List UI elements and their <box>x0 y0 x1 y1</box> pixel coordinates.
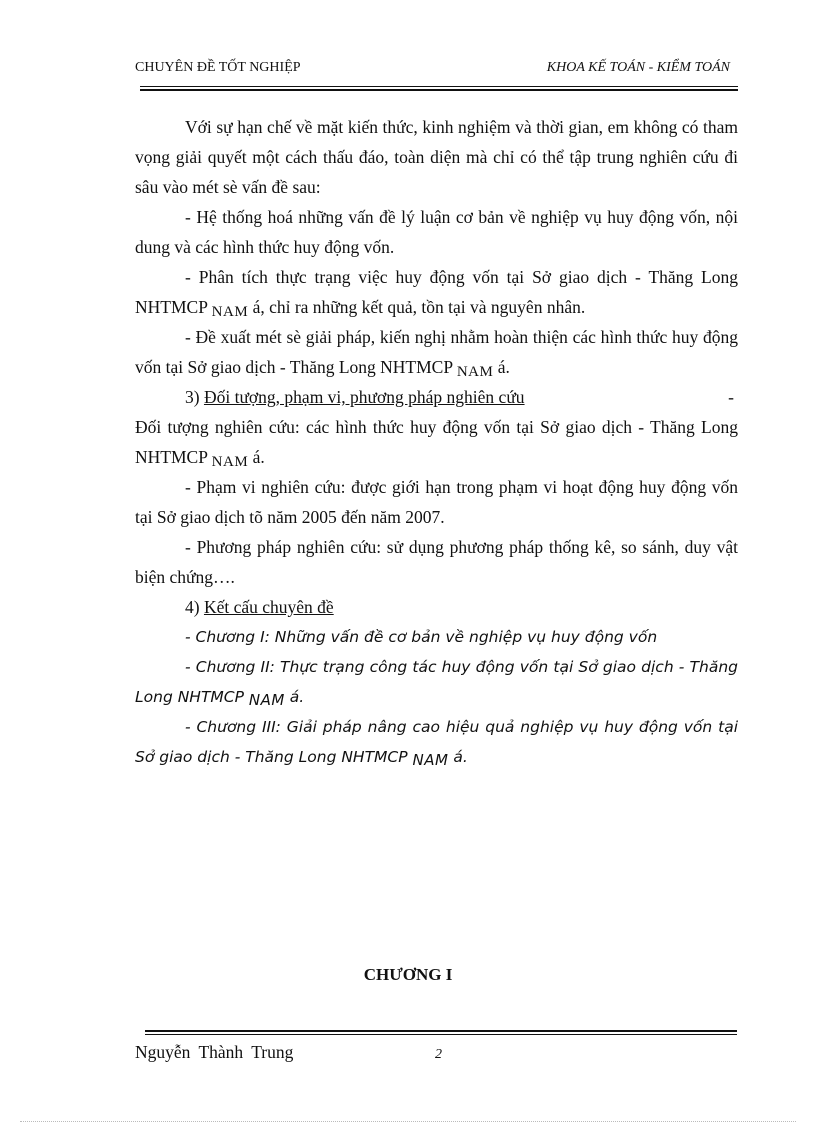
nam-text: NAM <box>211 304 249 320</box>
paragraph-scope <box>135 472 738 532</box>
paragraph-item-proposal <box>135 322 738 384</box>
header-rule-thin <box>140 86 738 87</box>
chapter-2-line <box>135 652 738 712</box>
method-text: - Phương pháp nghiên cứu: sử dụng phương pháp thống kê, so sánh, duy vật biện chứng…. <box>135 537 738 587</box>
chapter-3-text: - Chương III: Giải pháp nâng cao hiệu quả nghiệp vụ huy động vốn tại Sở giao dịch - Thăng Long NHTMCP <box>135 718 738 766</box>
nam-text: NAM <box>412 751 449 769</box>
item-analysis-end: á, chỉ ra những kết quả, tồn tại và nguyên nhân. <box>248 297 586 317</box>
paragraph-intro <box>135 112 738 202</box>
section-4-title: Kết cấu chuyên đề <box>203 597 334 617</box>
page-bottom-dotted-border <box>20 1121 796 1122</box>
item-analysis-text: - Phân tích thực trạng việc huy động vốn tại Sở giao dịch - Thăng Long NHTMCP <box>135 267 738 317</box>
object-text: Đối tượng nghiên cứu: các hình thức huy động vốn tại Sở giao dịch - Thăng Long NHTMCP <box>135 417 738 467</box>
footer-author: Nguyễn Thành Trung <box>135 1042 294 1062</box>
section-3-dash: - <box>728 387 734 407</box>
section-4-heading <box>135 592 738 622</box>
section-3-number: 3) <box>185 387 200 407</box>
footer-rule-thick <box>145 1030 737 1032</box>
item-proposal-text: - Đề xuất mét sè giải pháp, kiến nghị nhằm hoàn thiện các hình thức huy động vốn tại Sở giao dịch - Thăng Long NHTMCP <box>135 327 738 377</box>
item-proposal-end: á. <box>493 357 510 377</box>
nam-text: NAM <box>211 454 249 470</box>
nam-text: NAM <box>248 691 285 709</box>
intro-text: Với sự hạn chế về mặt kiến thức, kinh nghiệm và thời gian, em không có tham vọng giải quyết một cách thấu đáo, toàn diện mà chỉ có thể tập trung nghiên cứu đi sâu vào mét sè vấn đề sau: <box>135 117 738 197</box>
paragraph-object <box>135 412 738 474</box>
nam-text: NAM <box>456 364 494 380</box>
chapter-3-line <box>135 712 738 772</box>
section-3-heading <box>135 382 738 412</box>
paragraph-item-theory <box>135 202 738 262</box>
chapter-1-text: - Chương I: Những vấn đề cơ bản về nghiệp vụ huy động vốn <box>185 628 658 646</box>
chapter-2-end: á. <box>284 688 305 706</box>
chapter-3-end: á. <box>448 748 468 766</box>
item-theory-text: - Hệ thống hoá những vấn đề lý luận cơ bản về nghiệp vụ huy động vốn, nội dung và các hình thức huy động vốn. <box>135 207 738 257</box>
section-4-number: 4) <box>185 597 200 617</box>
chapter-1-line <box>135 622 738 652</box>
paragraph-item-analysis <box>135 262 738 324</box>
chapter-title: CHƯƠNG I <box>363 965 453 984</box>
page-number: 2 <box>435 1047 442 1062</box>
header-left-title: CHUYÊN ĐỀ TỐT NGHIỆP <box>135 60 301 75</box>
footer-rule-thin <box>145 1034 737 1035</box>
scope-text: - Phạm vi nghiên cứu: được giới hạn trong phạm vi hoạt động huy động vốn tại Sở giao dịch tõ năm 2005 đến năm 2007. <box>135 477 738 527</box>
header-right-title: KHOA KẾ TOÁN - KIỂM TOÁN <box>546 60 730 75</box>
paragraph-method <box>135 532 738 592</box>
section-3-title: Đối tượng, phạm vi, phương pháp nghiên cứu <box>203 387 525 407</box>
page-header <box>135 60 738 82</box>
header-rule-thick <box>140 89 738 91</box>
object-end: á. <box>248 447 265 467</box>
chapter-2-text: - Chương II: Thực trạng công tác huy động vốn tại Sở giao dịch - Thăng Long NHTMCP <box>135 658 738 706</box>
